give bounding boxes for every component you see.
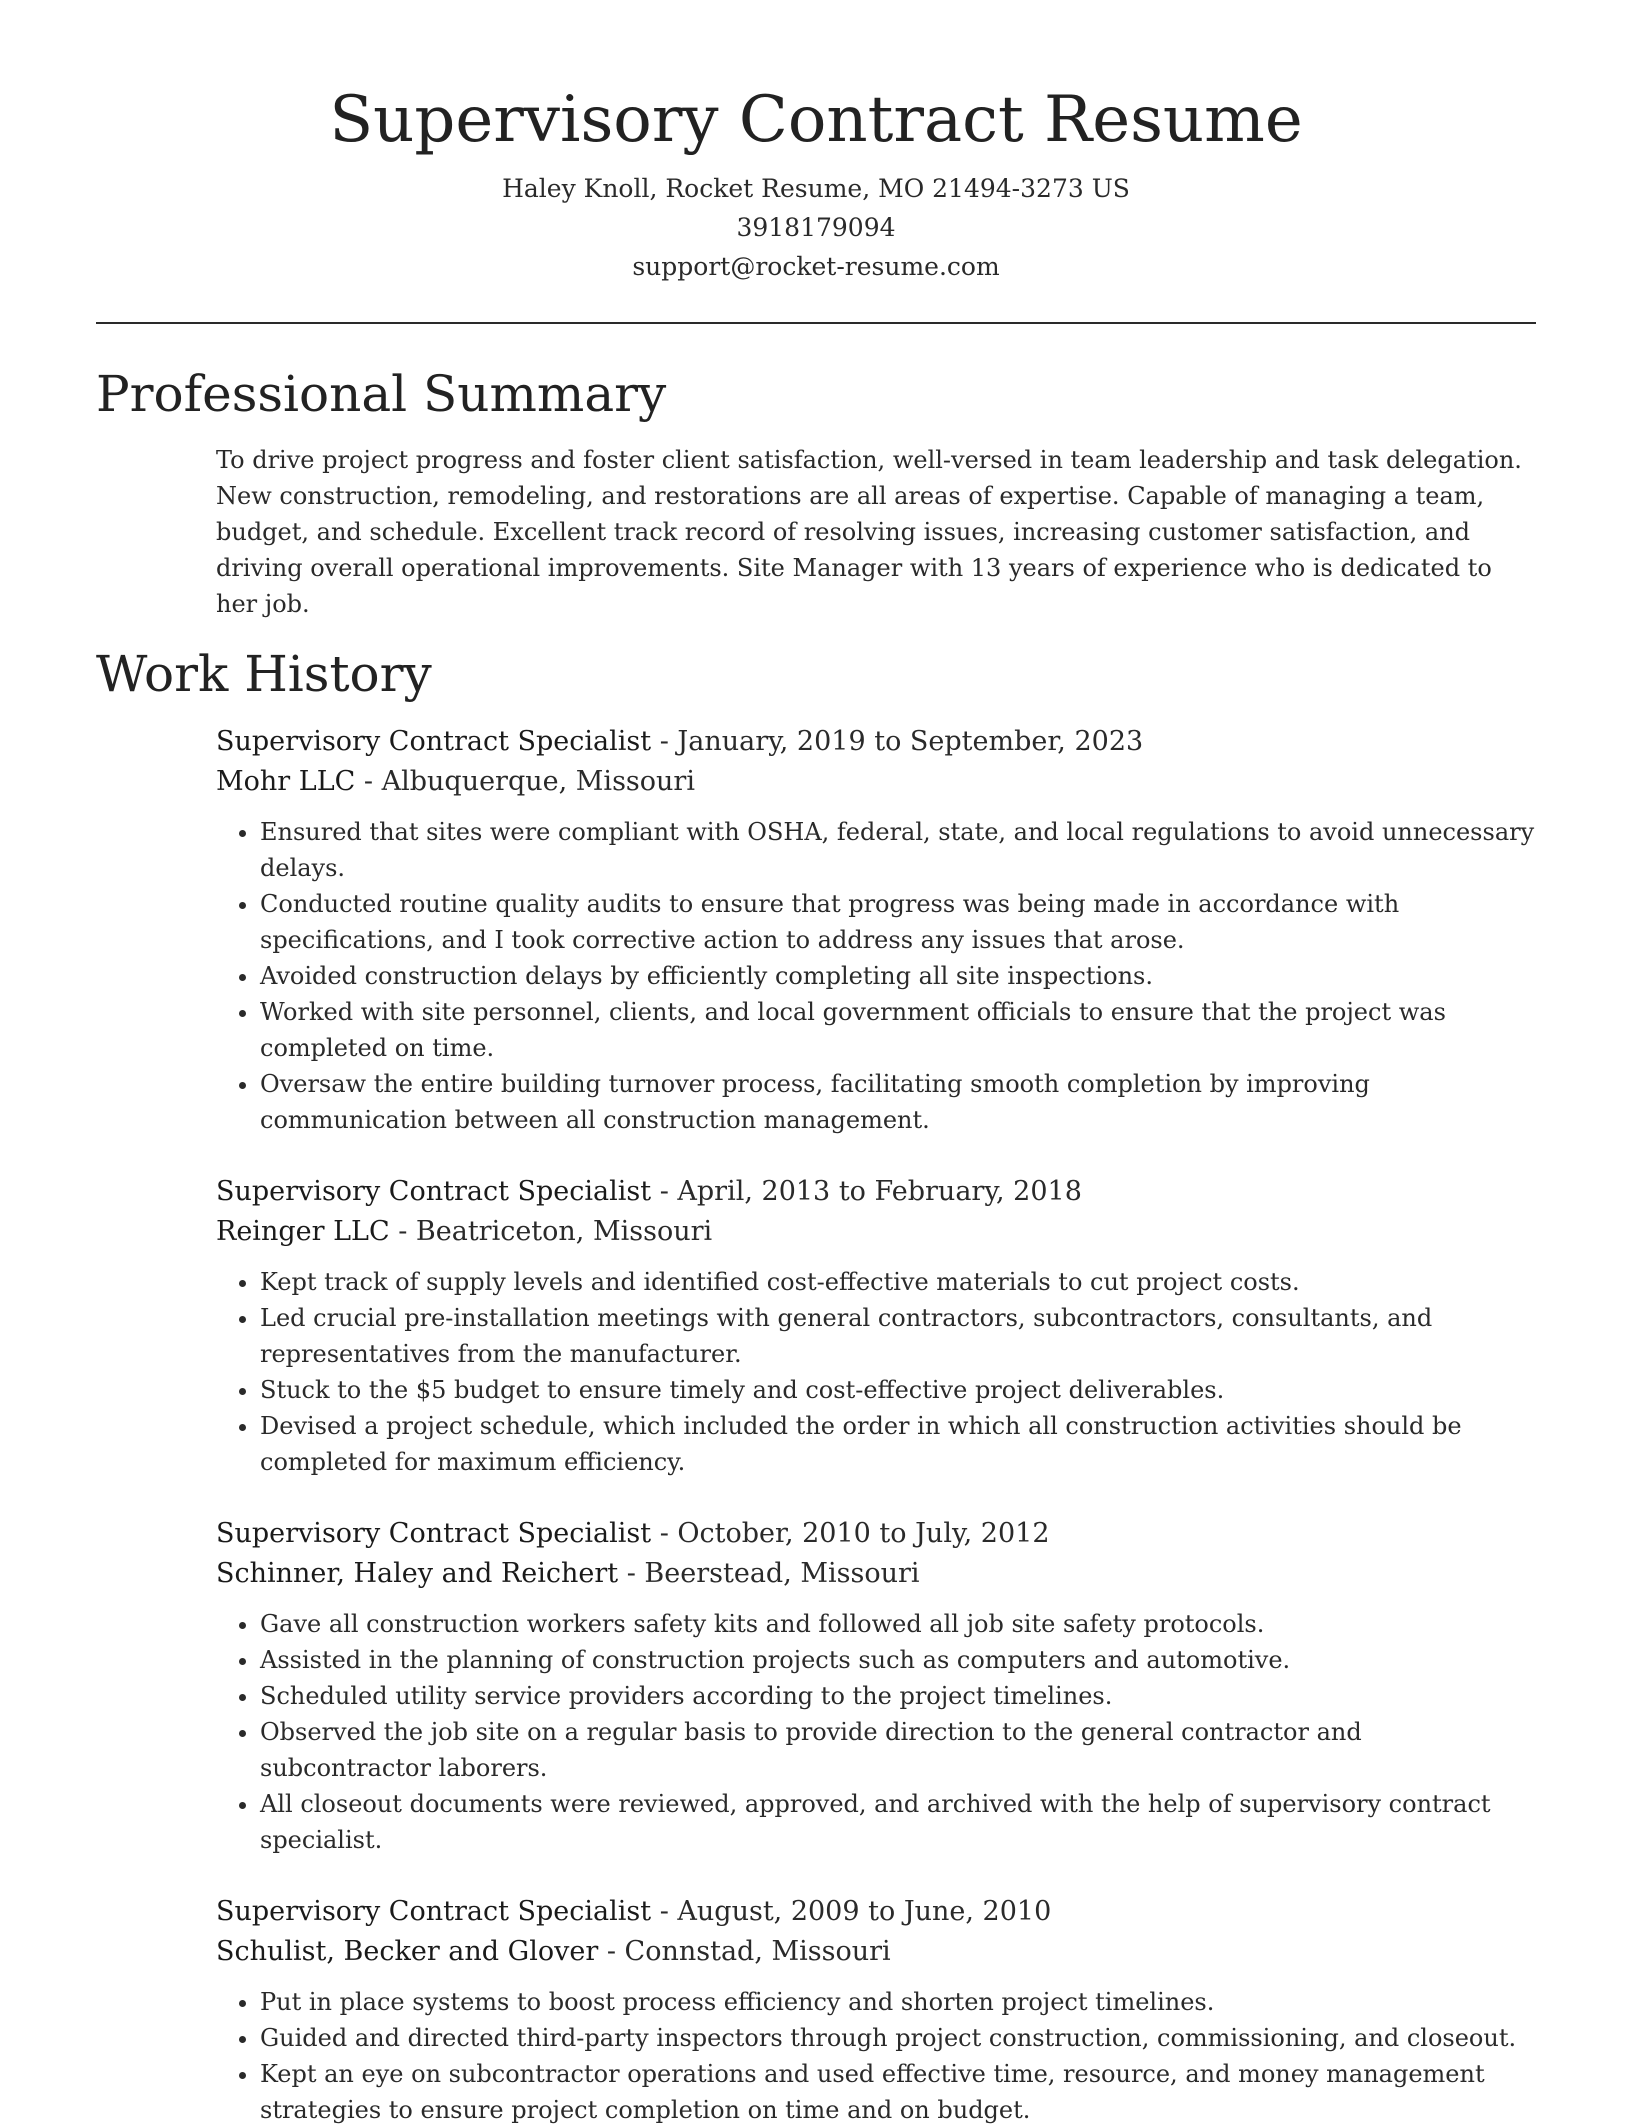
job-title: Supervisory Contract Specialist: [216, 1175, 652, 1207]
job-company: Schulist, Becker and Glover: [216, 1935, 599, 1967]
job-bullet: • Guided and directed third-party inspectors through project construction, commissioning, and closeout.: [260, 2020, 1536, 2056]
job-bullets: [216, 1984, 1536, 2128]
job-bullet: • Observed the job site on a regular basis to provide direction to the general contractor and subcontractor laborers.: [260, 1714, 1536, 1786]
job-bullet: • Stuck to the $5 budget to ensure timely and cost-effective project deliverables.: [260, 1372, 1536, 1408]
contact-phone: 3918179094: [736, 212, 896, 242]
job-company-line: [216, 1212, 1536, 1252]
job-bullet: • Assisted in the planning of construction projects such as computers and automotive.: [260, 1642, 1536, 1678]
job-location: - Beatriceton, Missouri: [389, 1215, 713, 1247]
summary-text: To drive project progress and foster client satisfaction, well-versed in team leadership and task delegation. New construction, remodeling, and restorations are all areas of expertise. Capable of managing a team, budget, and schedule. Excellent track record of resolving issues, increasing customer satisfaction, and driving overall operational improvements. Site Manager with 13 years of experience who is dedicated to her job.: [216, 445, 1522, 618]
job-title-line: [216, 1892, 1536, 1932]
job-location: - Beerstead, Missouri: [618, 1557, 920, 1589]
job-title-line: [216, 1172, 1536, 1212]
job-bullets: [216, 1264, 1536, 1480]
job-entry: [216, 1892, 1536, 2128]
job-title: Supervisory Contract Specialist: [216, 1517, 652, 1549]
job-bullet: • Devised a project schedule, which included the order in which all construction activities should be completed for maximum efficiency.: [260, 1408, 1536, 1480]
job-bullet: • Scheduled utility service providers according to the project timelines.: [260, 1678, 1536, 1714]
job-bullet: • Gave all construction workers safety kits and followed all job site safety protocols.: [260, 1606, 1536, 1642]
contact-email: support@rocket-resume.com: [632, 251, 1000, 281]
job-company: Reinger LLC: [216, 1215, 390, 1247]
job-dates: - April, 2013 to February, 2018: [651, 1175, 1082, 1207]
job-bullet: • Oversaw the entire building turnover process, facilitating smooth completion by improving communication between all construction management.: [260, 1066, 1536, 1138]
job-dates: - January, 2019 to September, 2023: [651, 725, 1144, 757]
summary-heading: Professional Summary: [96, 364, 667, 423]
contact-block: [96, 169, 1536, 286]
job-bullets: [216, 1606, 1536, 1858]
job-bullet: • Avoided construction delays by efficiently completing all site inspections.: [260, 958, 1536, 994]
job-bullet: • All closeout documents were reviewed, approved, and archived with the help of supervisory contract specialist.: [260, 1786, 1536, 1858]
job-entry: [216, 1514, 1536, 1858]
job-list: [216, 722, 1536, 2128]
job-title-line: [216, 722, 1536, 762]
job-bullet: • Kept an eye on subcontractor operations and used effective time, resource, and money management strategies to ensure project completion on time and on budget.: [260, 2056, 1536, 2128]
job-title: Supervisory Contract Specialist: [216, 1895, 652, 1927]
job-company-line: [216, 762, 1536, 802]
job-company: Mohr LLC: [216, 765, 356, 797]
job-entry: [216, 1172, 1536, 1480]
resume-title: Supervisory Contract Resume: [329, 83, 1303, 157]
job-dates: - October, 2010 to July, 2012: [651, 1517, 1050, 1549]
job-bullet: • Led crucial pre-installation meetings with general contractors, subcontractors, consultants, and representatives from the manufacturer.: [260, 1300, 1536, 1372]
resume-page: [96, 0, 1536, 2128]
job-bullet: • Kept track of supply levels and identified cost-effective materials to cut project costs.: [260, 1264, 1536, 1300]
job-bullet: • Ensured that sites were compliant with OSHA, federal, state, and local regulations to avoid unnecessary delays.: [260, 814, 1536, 886]
job-company: Schinner, Haley and Reichert: [216, 1557, 619, 1589]
job-bullet: • Worked with site personnel, clients, and local government officials to ensure that the project was completed on time.: [260, 994, 1536, 1066]
job-bullet: • Conducted routine quality audits to ensure that progress was being made in accordance with specifications, and I took corrective action to address any issues that arose.: [260, 886, 1536, 958]
job-entry: [216, 722, 1536, 1138]
header-divider: [96, 322, 1536, 324]
job-location: - Connstad, Missouri: [598, 1935, 891, 1967]
job-location: - Albuquerque, Missouri: [355, 765, 695, 797]
contact-address: Haley Knoll, Rocket Resume, MO 21494-3273 US: [502, 173, 1130, 203]
job-dates: - August, 2009 to June, 2010: [651, 1895, 1052, 1927]
job-bullet: • Put in place systems to boost process efficiency and shorten project timelines.: [260, 1984, 1536, 2020]
job-company-line: [216, 1554, 1536, 1594]
job-bullets: [216, 814, 1536, 1138]
job-title-line: [216, 1514, 1536, 1554]
work-history-heading: Work History: [96, 644, 432, 703]
job-company-line: [216, 1932, 1536, 1972]
job-title: Supervisory Contract Specialist: [216, 725, 652, 757]
